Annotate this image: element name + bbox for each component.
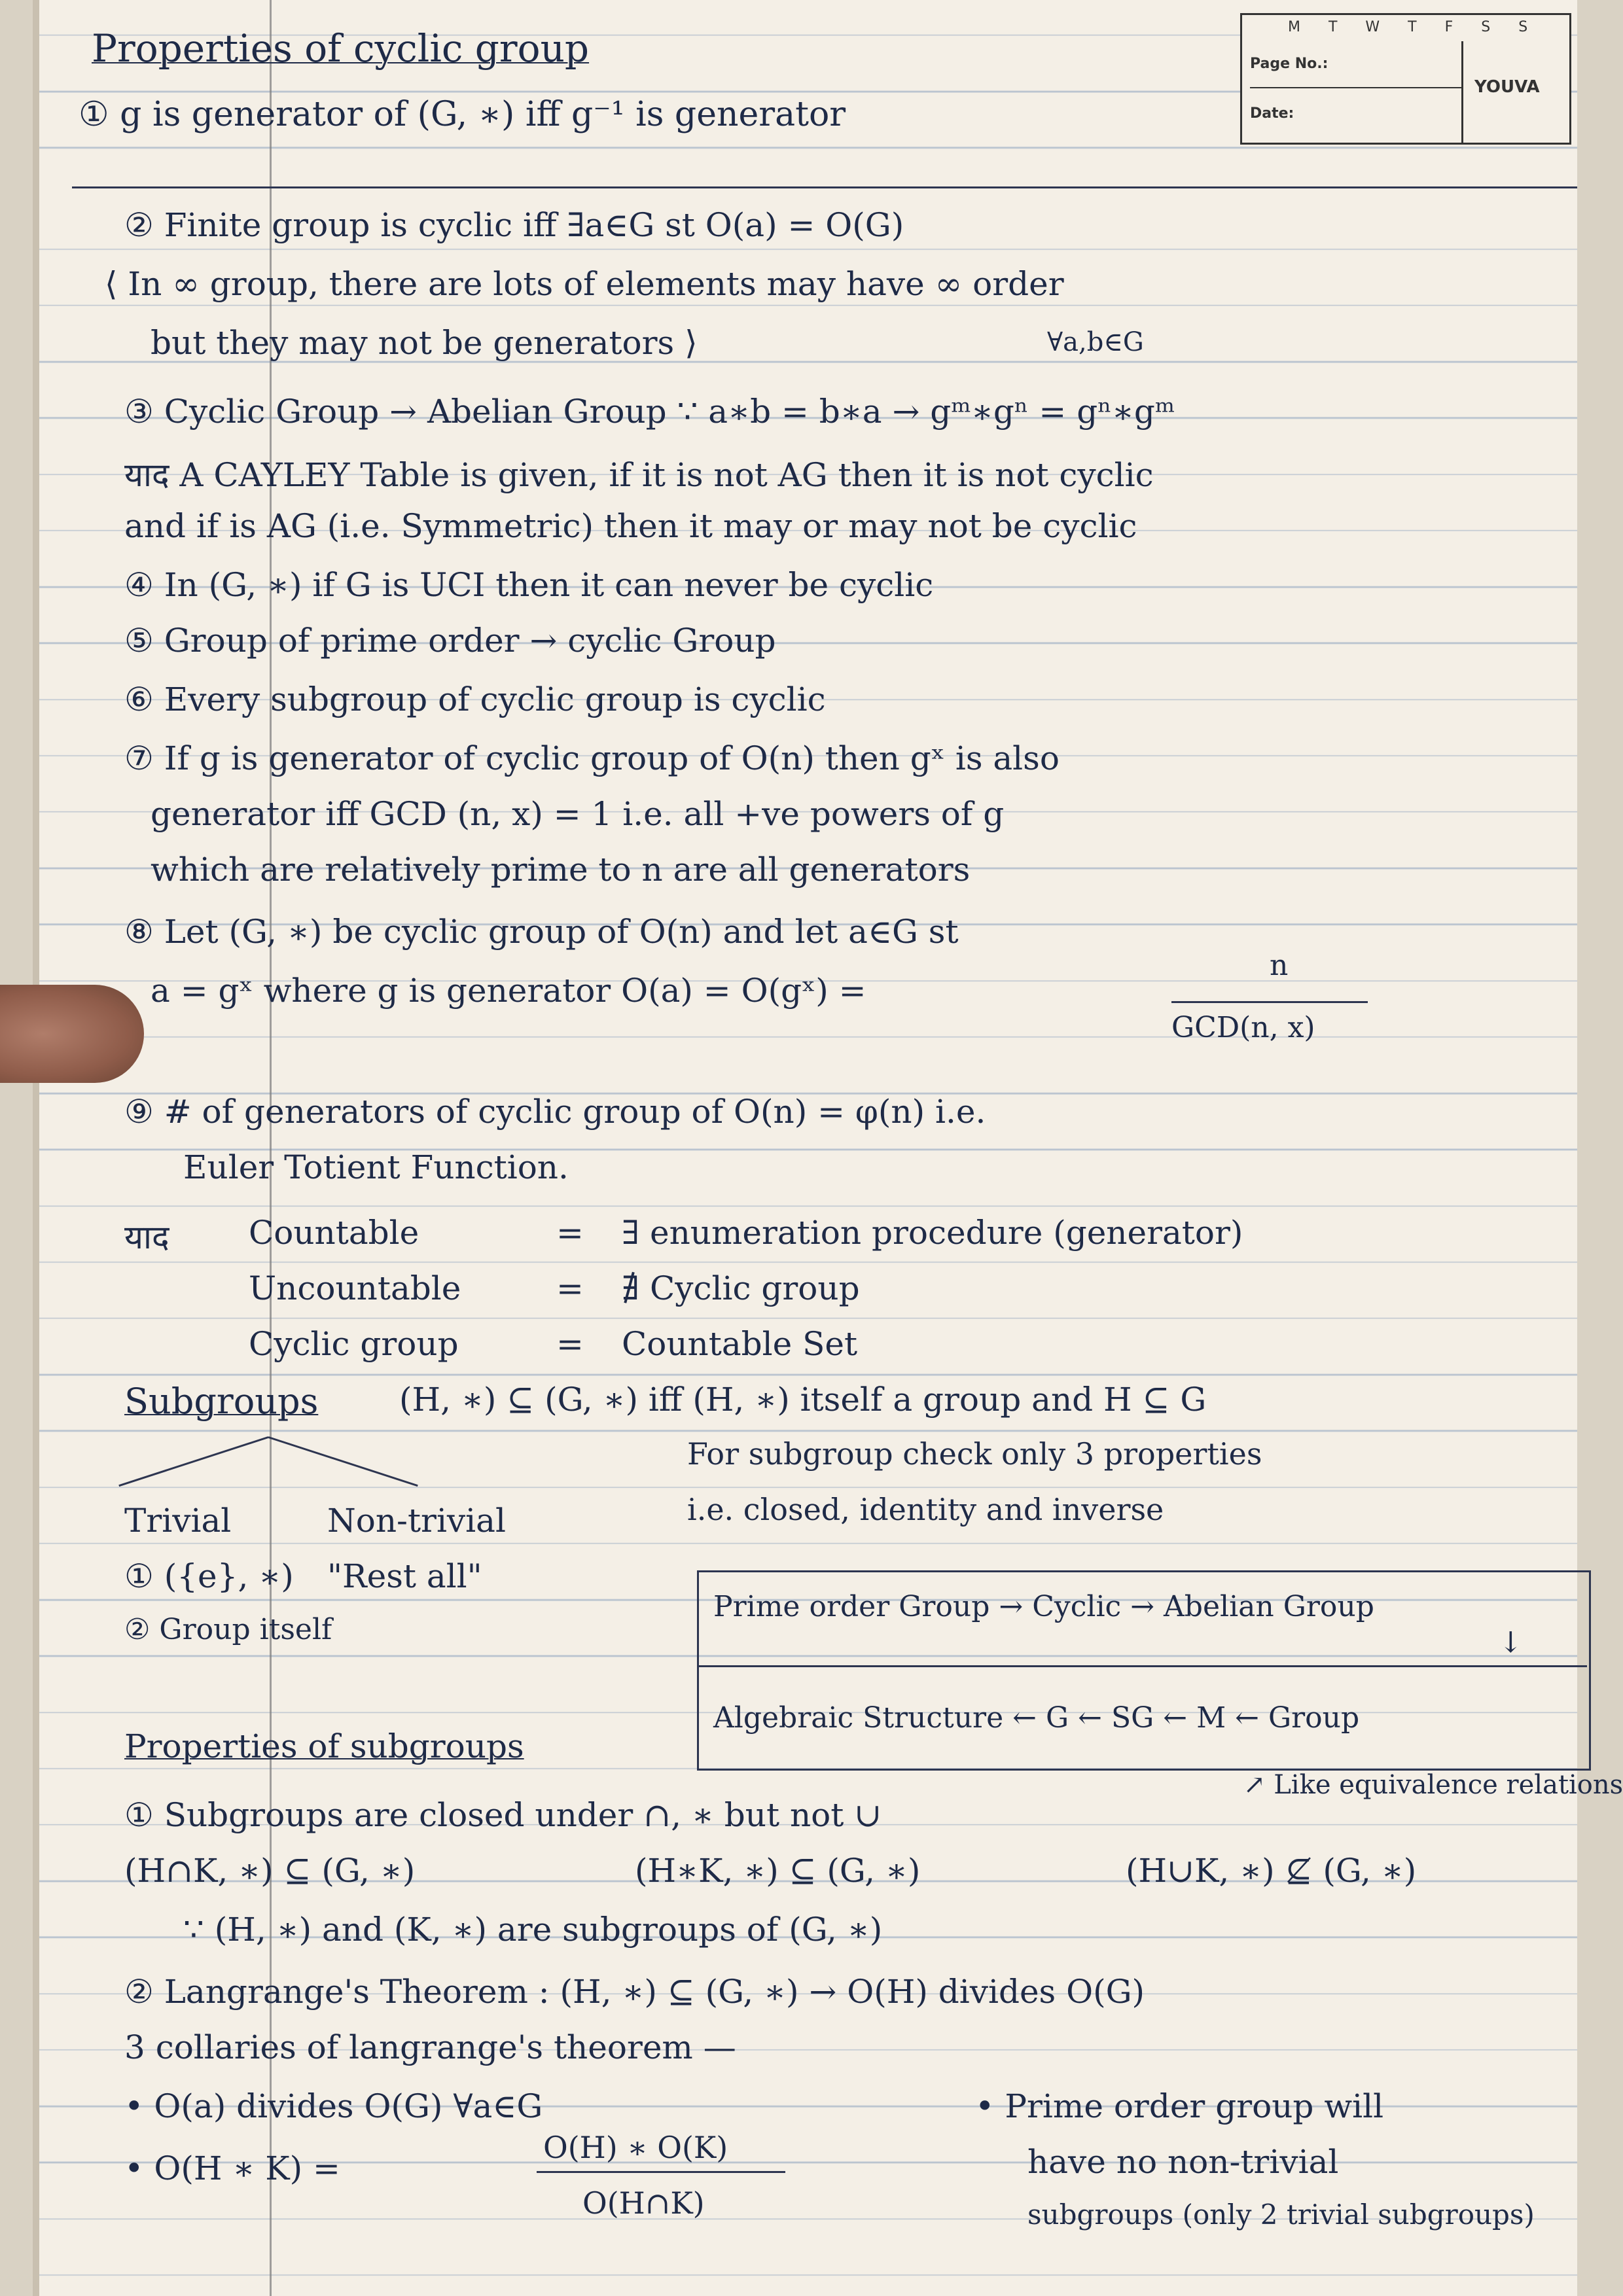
like-equivalence-note: ↗ Like equivalence relations [1243, 1770, 1623, 1800]
property-8: ⑧ Let (G, ∗) be cyclic group of O(n) and let a∈G st [124, 913, 959, 951]
page-header-box [1240, 13, 1571, 145]
corollary-2-numerator: O(H) ∗ O(K) [543, 2130, 728, 2165]
cyclic-eq: = [556, 1325, 584, 1363]
property-7-cont2: which are relatively prime to n are all generators [151, 851, 971, 889]
property-2-note: ⟨ In ∞ group, there are lots of elements may have ∞ order [105, 265, 1064, 303]
tree-branch-left [118, 1436, 268, 1487]
countable-eq: = [556, 1214, 584, 1252]
nontrivial-label: Non-trivial [327, 1502, 506, 1540]
subgroup-product: (H∗K, ∗) ⊆ (G, ∗) [635, 1852, 921, 1890]
property-1: ① g is generator of (G, ∗) iff g⁻¹ is generator [79, 95, 846, 134]
property-8-cont: a = gˣ where g is generator O(a) = O(gˣ) = [151, 972, 866, 1010]
trivial-item-2: ② Group itself [124, 1613, 332, 1646]
subgroup-because: ∵ (H, ∗) and (K, ∗) are subgroups of (G, ∗) [183, 1911, 883, 1949]
notebook-page [33, 0, 1623, 2296]
nontrivial-item: "Rest all" [327, 1557, 482, 1595]
lagrange-theorem: ② Langrange's Theorem : (H, ∗) ⊆ (G, ∗) → O(H) divides O(G) [124, 1973, 1145, 2011]
corollary-2-fraction-bar [537, 2171, 785, 2173]
property-7-cont: generator iff GCD (n, x) = 1 i.e. all +ve powers of g [151, 795, 1005, 833]
property-2: ② Finite group is cyclic iff ∃a∈G st O(a) = O(G) [124, 206, 904, 244]
property-3-cayley: याद A CAYLEY Table is given, if it is not AG then it is not cyclic [124, 456, 1154, 494]
trivial-label: Trivial [124, 1502, 232, 1540]
property-5: ⑤ Group of prime order → cyclic Group [124, 622, 776, 660]
corollary-2: • O(H ∗ K) = [124, 2149, 340, 2187]
trivial-item-1: ① ({e}, ∗) [124, 1557, 294, 1595]
fraction-bar [1171, 1001, 1368, 1003]
page-edge [33, 0, 39, 2296]
hierarchy-top: Prime order Group → Cyclic → Abelian Group [713, 1590, 1374, 1623]
countable-label: Countable [249, 1214, 419, 1252]
cyclic-label: Cyclic group [249, 1325, 459, 1363]
uncountable-value: ∄ Cyclic group [622, 1269, 860, 1307]
countable-value: ∃ enumeration procedure (generator) [622, 1214, 1243, 1252]
uncountable-label: Uncountable [249, 1269, 461, 1307]
tree-branch-right [268, 1436, 418, 1487]
corollary-3: • Prime order group will [975, 2087, 1384, 2125]
subgroup-check-props: i.e. closed, identity and inverse [687, 1492, 1164, 1527]
corollary-3-cont2: subgroups (only 2 trivial subgroups) [1027, 2199, 1535, 2231]
header-separator [1461, 41, 1463, 143]
property-9: ⑨ # of generators of cyclic group of O(n) = φ(n) i.e. [124, 1093, 986, 1131]
header-divider [1250, 87, 1463, 88]
weekday-letters: M T W T F S S [1288, 19, 1540, 35]
subgroup-property-1: ① Subgroups are closed under ∩, ∗ but not ∪ [124, 1796, 882, 1834]
subgroup-definition: (H, ∗) ⊆ (G, ∗) iff (H, ∗) itself a group and H ⊆ G [399, 1381, 1207, 1419]
corollary-2-denominator: O(H∩K) [582, 2185, 705, 2221]
subgroup-intersection: (H∩K, ∗) ⊆ (G, ∗) [124, 1852, 416, 1890]
hierarchy-down-arrow: ↓ [1499, 1626, 1523, 1659]
uncountable-eq: = [556, 1269, 584, 1307]
subgroup-union: (H∪K, ∗) ⊈ (G, ∗) [1126, 1852, 1417, 1890]
property-6: ⑥ Every subgroup of cyclic group is cyclic [124, 680, 826, 718]
yaad-note: याद [124, 1218, 169, 1256]
property-3: ③ Cyclic Group → Abelian Group ∵ a∗b = b∗a → gᵐ∗gⁿ = gⁿ∗gᵐ [124, 393, 1175, 431]
fraction-numerator: n [1270, 949, 1289, 982]
properties-subgroups-heading: Properties of subgroups [124, 1727, 524, 1765]
section-rule [72, 186, 1577, 188]
date-label: Date: [1250, 105, 1294, 122]
page-no-label: Page No.: [1250, 56, 1329, 72]
property-3-cayley-cont: and if is AG (i.e. Symmetric) then it may or may not be cyclic [124, 507, 1137, 545]
lagrange-corollaries-heading: 3 collaries of langrange's theorem — [124, 2028, 736, 2066]
corollary-1: • O(a) divides O(G) ∀a∈G [124, 2087, 543, 2125]
brand-logo: YOUVA [1474, 77, 1540, 97]
subgroup-check: For subgroup check only 3 properties [687, 1436, 1262, 1472]
fraction-denominator: GCD(n, x) [1171, 1011, 1315, 1044]
hierarchy-bottom: Algebraic Structure ← G ← SG ← M ← Group [713, 1701, 1360, 1735]
property-7: ⑦ If g is generator of cyclic group of O(n) then gˣ is also [124, 739, 1060, 777]
property-9-cont: Euler Totient Function. [183, 1148, 569, 1186]
property-3-annotation: ∀a,b∈G [1047, 327, 1144, 357]
thumb-photo-artifact [0, 985, 144, 1083]
hierarchy-box-divider [697, 1665, 1587, 1667]
property-4: ④ In (G, ∗) if G is UCI then it can never be cyclic [124, 566, 934, 604]
page-title: Properties of cyclic group [92, 26, 590, 71]
corollary-3-cont: have no non-trivial [1027, 2143, 1339, 2181]
cyclic-value: Countable Set [622, 1325, 858, 1363]
subgroups-heading: Subgroups [124, 1381, 319, 1422]
property-2-note-cont: but they may not be generators ⟩ [151, 324, 698, 362]
